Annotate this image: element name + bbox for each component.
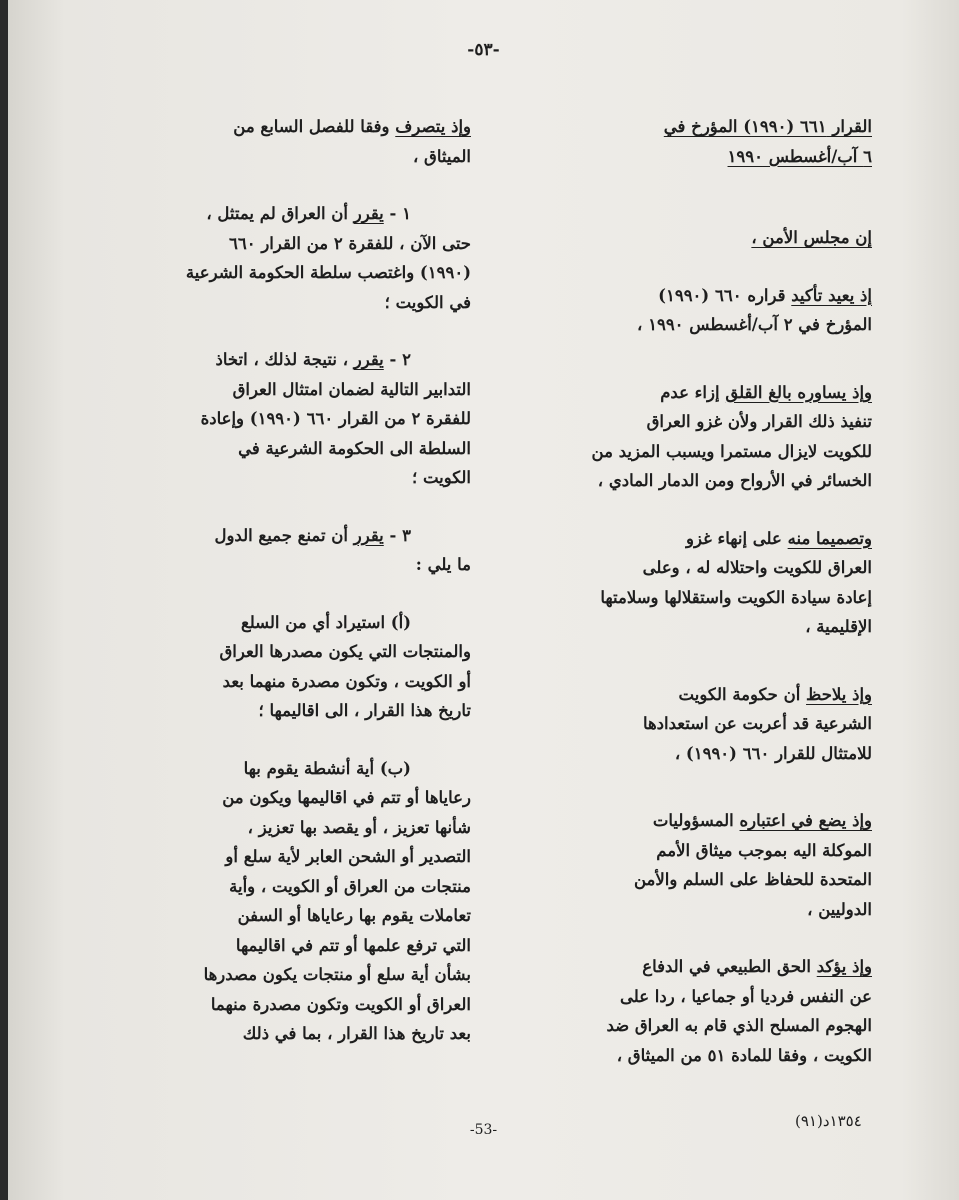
affirming-lead: وإذ يؤكد bbox=[816, 957, 872, 976]
concern-lead: وإذ يساوره بالغ القلق bbox=[725, 382, 872, 402]
paragraph-3-lead: يقرر bbox=[353, 525, 384, 545]
reaffirming-lead: إذ يعيد تأكيد bbox=[791, 285, 872, 305]
left-column bbox=[106, 112, 471, 1049]
paragraph-mindful: وإذ يضع في اعتباره المسؤوليات الموكلة اليه بموجب ميثاق الأمم المتحدة للحفاظ على السلم والأمن الدوليين ، bbox=[633, 811, 872, 919]
right-column bbox=[520, 112, 872, 1070]
paragraph-3-number: ٣ - bbox=[389, 525, 411, 545]
paragraph-1-lead: يقرر bbox=[353, 204, 384, 223]
acting-lead: وإذ يتصرف bbox=[395, 117, 471, 136]
noting-lead: وإذ يلاحظ bbox=[806, 684, 872, 704]
determined-lead: وتصميما منه bbox=[787, 528, 872, 548]
title-line-2: ٦ آب/أغسطس ١٩٩٠ bbox=[727, 146, 872, 166]
preamble-security-council bbox=[520, 223, 872, 253]
page-number-bottom: -53- bbox=[469, 1122, 498, 1138]
subparagraph-b: (ب) أية أنشطة يقوم بها رعاياها أو تتم في اقاليمها ويكون من شأنها تعزيز ، أو يقصد بها تعزيز ، التصدير أو الشحن العابر لأية سلع أو منتجات من العراق أو الكويت ، وأية تعاملات يقوم بها رعاياها أو السفن التي ترفع علمها أو تتم في اقاليمها بشأن أية سلع أو منتجات يكون مصدرها العراق أو الكويت وتكون مصدرة منهما بعد تاريخ هذا القرار ، بما في ذلك bbox=[203, 758, 471, 1043]
document-page bbox=[8, 0, 959, 1200]
paragraph-concern: وإذ يساوره بالغ القلق إزاء عدم تنفيذ ذلك القرار ولأن غزو العراق للكويت لايزال مستمرا ويسبب المزيد من الخسائر في الأرواح ومن الدمار المادي ، bbox=[591, 382, 872, 490]
paragraph-acting: وإذ يتصرف وفقا للفصل السابع من الميثاق ، bbox=[233, 117, 471, 166]
paragraph-2-number: ٢ - bbox=[389, 350, 411, 369]
subparagraph-b-label: (ب) bbox=[379, 758, 411, 778]
subparagraph-a-label: (أ) bbox=[390, 612, 411, 632]
paragraph-noting: وإذ يلاحظ أن حكومة الكويت الشرعية قد أعربت عن استعدادها للامتثال للقرار ٦٦٠ (١٩٩٠) ، bbox=[642, 684, 872, 763]
preamble-opening: إن مجلس الأمن ، bbox=[751, 228, 872, 247]
operative-paragraph-2: ٢ - يقرر ، نتيجة لذلك ، اتخاذ التدابير التالية لضمان امتثال العراق للفقرة ٢ من القرار ٦٦٠ (١٩٩٠) وإعادة السلطة الى الحكومة الشرعية في الكويت ؛ bbox=[200, 350, 471, 487]
resolution-title bbox=[520, 112, 872, 171]
operative-paragraph-1: ١ - يقرر أن العراق لم يمتثل ، حتى الآن ، للفقرة ٢ من القرار ٦٦٠ (١٩٩٠) واغتصب سلطة الحكومة الشرعية في الكويت ؛ bbox=[185, 204, 471, 312]
paragraph-2-lead: يقرر bbox=[353, 350, 384, 369]
subparagraph-a: (أ) استيراد أي من السلع والمنتجات التي يكون مصدرها العراق أو الكويت ، وتكون مصدرة منهما بعد تاريخ هذا القرار ، الى اقاليمها ؛ bbox=[219, 612, 471, 720]
operative-paragraph-3: ٣ - يقرر أن تمنع جميع الدول ما يلي : bbox=[214, 525, 471, 574]
document-code: ١٣٥٤د(٩١) bbox=[795, 1112, 862, 1130]
title-line-1: القرار ٦٦١ (١٩٩٠) المؤرخ في bbox=[663, 117, 872, 136]
paragraph-determined: وتصميما منه على إنهاء غزو العراق للكويت واحتلاله له ، وعلى إعادة سيادة الكويت واستقلالها وسلامتها الإقليمية ، bbox=[600, 528, 872, 636]
paragraph-1-number: ١ - bbox=[389, 204, 411, 223]
paragraph-affirming: وإذ يؤكد الحق الطبيعي في الدفاع عن النفس فرديا أو جماعيا ، ردا على الهجوم المسلح الذي قام به العراق ضد الكويت ، وفقا للمادة ٥١ من الميثاق ، bbox=[606, 957, 872, 1065]
mindful-lead: وإذ يضع في اعتباره bbox=[739, 811, 872, 830]
page-number-top: -٥٣- bbox=[467, 40, 500, 60]
paragraph-reaffirming: إذ يعيد تأكيد قراره ٦٦٠ (١٩٩٠) المؤرخ في ٢ آب/أغسطس ١٩٩٠ ، bbox=[637, 285, 872, 334]
